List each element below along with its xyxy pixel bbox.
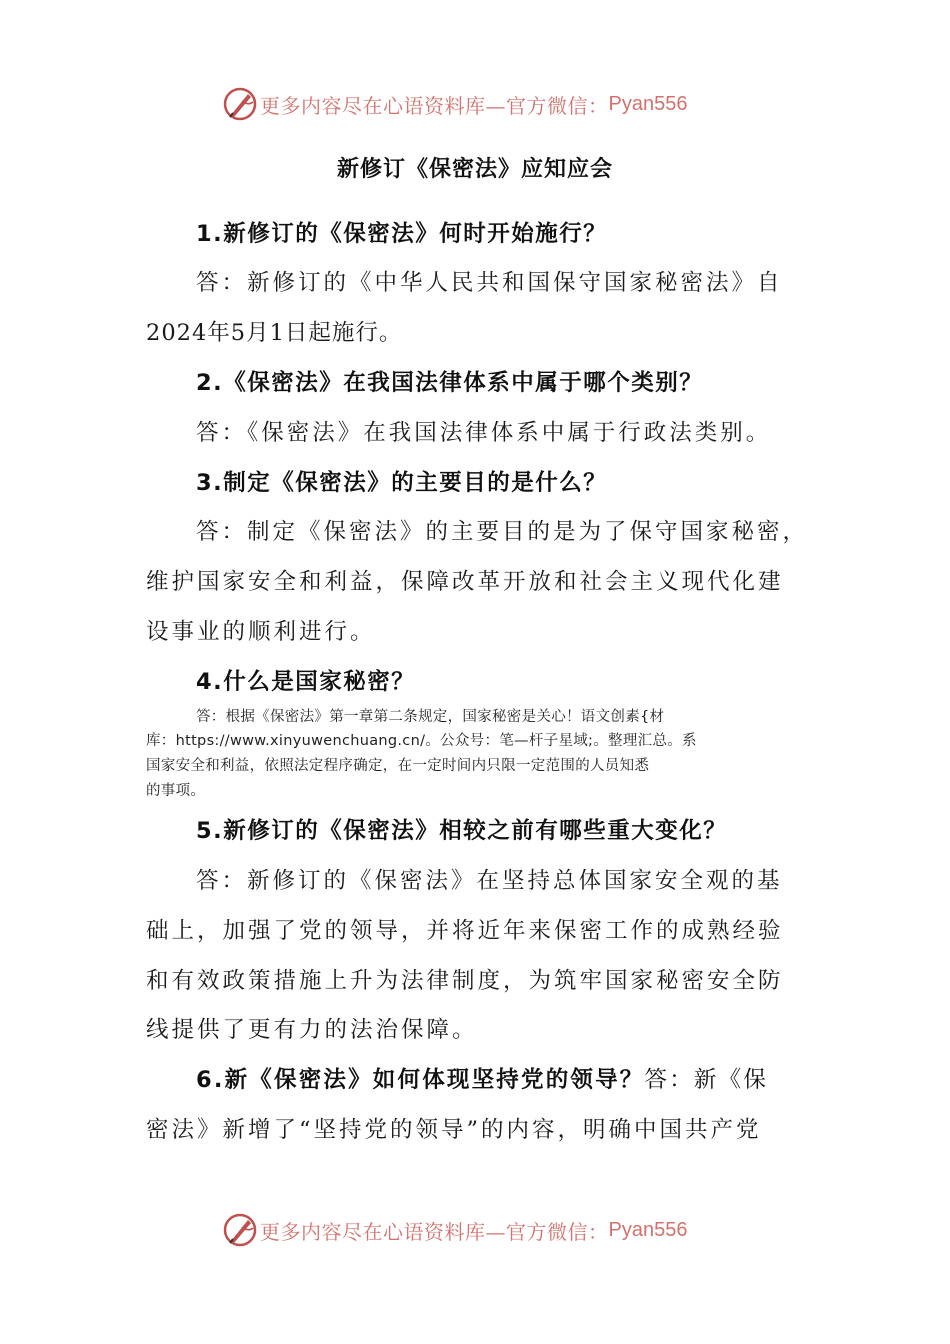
page-title: 新修订《保密法》应知应会 — [336, 157, 613, 182]
answer-4-line-3: 国家安全和利益，依照法定程序确定，在一定时间内只限一定范围的人员知悉 — [146, 758, 650, 774]
answer-1-line-2: 2024年5月1日起施行。 — [146, 320, 403, 346]
banner-wechat-id: Pyan556 — [608, 92, 688, 115]
question-6-text: 6.新《保密法》如何体现坚持党的领导？ — [196, 1067, 645, 1093]
answer-5-line-2: 础上，加强了党的领导，并将近年来保密工作的成熟经验 — [146, 918, 784, 944]
answer-3-line-3: 设事业的顺利进行。 — [146, 619, 376, 645]
answer-2-line-1: 答：《保密法》在我国法律体系中属于行政法类别。 — [196, 420, 772, 446]
footer-slogan: 更多内容尽在心语资料库—官方微信： — [260, 1219, 609, 1244]
answer-5-line-3: 和有效政策措施上升为法律制度，为筑牢国家秘密安全防 — [146, 968, 784, 994]
question-1: 1.新修订的《保密法》何时开始施行？ — [196, 221, 608, 247]
question-5: 5.新修订的《保密法》相较之前有哪些重大变化？ — [196, 818, 728, 844]
footer-wechat-id: Pyan556 — [608, 1218, 688, 1241]
footer-banner — [222, 1212, 687, 1248]
answer-4-line-1: 答：根据《保密法》第一章第二条规定，国家秘密是关心！语文创素{材 — [196, 709, 665, 725]
answer-1-line-1: 答：新修订的《中华人民共和国保守国家秘密法》自 — [196, 270, 783, 296]
question-4: 4.什么是国家秘密？ — [196, 669, 416, 695]
banner-slogan: 更多内容尽在心语资料库—官方微信： — [260, 93, 609, 118]
answer-3-line-1: 答：制定《保密法》的主要目的是为了保守国家秘密， — [196, 519, 809, 545]
answer-5-line-4: 线提供了更有力的法治保障。 — [146, 1017, 478, 1043]
question-2: 2.《保密法》在我国法律体系中属于哪个类别？ — [196, 370, 704, 396]
answer-4-line-2: 库：https://www.xinyuwenchuang.cn/。公众号：笔—杆子星域;。整理汇总。系 — [146, 733, 697, 749]
quill-pen-logo-icon — [222, 1212, 258, 1248]
answer-6-line-1: 密法》新增了“坚持党的领导”的内容，明确中国共产党 — [146, 1117, 762, 1143]
header-banner — [222, 86, 687, 122]
question-3: 3.制定《保密法》的主要目的是什么？ — [196, 470, 608, 496]
answer-5-line-1: 答：新修订的《保密法》在坚持总体国家安全观的基 — [196, 868, 783, 894]
question-6 — [196, 1065, 816, 1095]
answer-3-line-2: 维护国家安全和利益，保障改革开放和社会主义现代化建 — [146, 569, 784, 595]
quill-pen-logo-icon — [222, 86, 258, 122]
answer-4-line-4: 的事项。 — [146, 783, 206, 799]
answer-6-start: 答：新《保 — [644, 1067, 769, 1093]
